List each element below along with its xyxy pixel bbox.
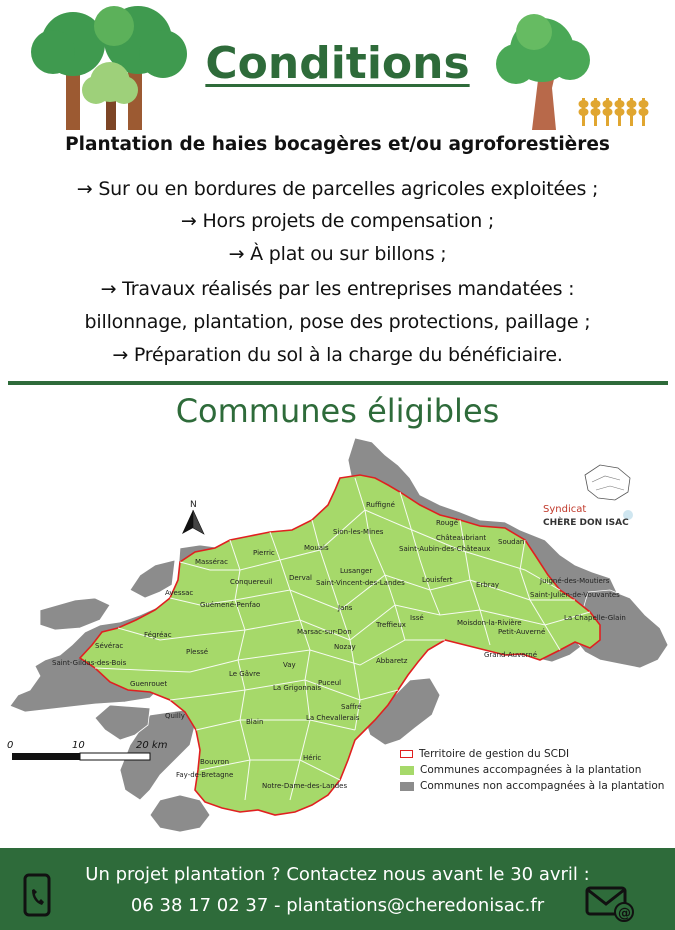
commune-label: Erbray [476,581,500,589]
commune-label: La Chevallerais [306,714,360,722]
commune-label: Moisdon-la-Rivière [457,619,522,627]
condition-line: → Hors projets de compensation ; [180,210,495,232]
commune-label: Grand-Auverné [484,651,538,659]
svg-text:Syndicat: Syndicat [543,504,587,515]
svg-text:N: N [190,500,197,510]
commune-label: Quilly [165,712,185,720]
svg-text:CHÈRE DON ISAC: CHÈRE DON ISAC [543,518,629,528]
commune-label: Guenrouet [130,680,168,688]
commune-label: Louisfert [422,576,453,584]
condition-line: billonnage, plantation, pose des protections, paillage ; [84,311,591,333]
commune-label: Guémené-Penfao [200,601,261,609]
commune-label: Puceul [318,679,342,687]
commune-label: Petit-Auverné [498,628,546,636]
svg-text:20 km: 20 km [136,740,168,751]
commune-label: Saint-Julien-de-Vouvantes [530,591,620,599]
commune-label: Avessac [165,589,194,597]
contact-footer [0,848,675,930]
commune-label: Sévérac [95,642,124,650]
commune-label: Saint-Gildas-des-Bois [52,659,127,667]
commune-label: Sion-les-Mines [333,528,384,536]
commune-label: Le Gâvre [229,670,261,678]
commune-label: Conquereuil [230,578,273,586]
commune-label: Bouvron [200,758,230,766]
section-title: Communes éligibles [175,392,500,430]
commune-label: La Chapelle-Glain [564,614,626,622]
commune-label: Notre-Dame-des-Landes [262,782,348,790]
commune-label: Rougé [436,519,459,527]
condition-line: → Travaux réalisés par les entreprises mandatées : [100,278,575,300]
commune-label: Ruffigné [366,501,395,509]
legend-swatch [400,750,413,758]
contact-line: 06 38 17 02 37 - plantations@cheredonisac.fr [130,895,545,916]
commune-label: Plessé [186,648,209,656]
commune-label: Saint-Vincent-des-Landes [316,579,405,587]
legend-swatch [400,782,414,791]
commune-label: Vay [283,661,296,669]
mail-icon [584,884,638,924]
commune-label: Nozay [334,643,356,651]
svg-text:@: @ [618,906,631,921]
commune-label: Jans [338,604,353,612]
legend-label: Territoire de gestion du SCDI [419,748,570,760]
svg-text:0: 0 [7,740,14,751]
map-legend [400,748,664,792]
commune-label: Châteaubriant [436,534,487,542]
legend-label: Communes accompagnées à la plantation [420,764,642,776]
legend-item [400,780,664,792]
commune-label: Fégréac [144,631,172,639]
commune-label: Juigné-des-Moutiers [540,577,610,585]
commune-label: Héric [303,754,322,762]
commune-label: La Grigonnais [273,684,322,692]
legend-label: Communes non accompagnées à la plantation [420,780,665,792]
commune-label: Abbaretz [376,657,408,665]
condition-line: → Préparation du sol à la charge du bénéficiaire. [112,344,563,366]
legend-item [400,748,664,760]
north-arrow-icon [182,500,204,534]
commune-label: Soudan [498,538,525,546]
legend-item [400,764,664,776]
legend-swatch [400,766,414,775]
commune-label: Pierric [253,549,275,557]
commune-label: Treffieux [376,621,406,629]
page-title: Conditions [205,38,470,89]
commune-label: Fay-de-Bretagne [176,771,234,779]
contact-line: Un projet plantation ? Contactez nous avant le 30 avril : [85,864,590,885]
condition-line: → Sur ou en bordures de parcelles agricoles exploitées ; [76,178,599,200]
commune-label: Saffré [341,703,362,711]
commune-label: Issé [410,614,424,622]
commune-label: Massérac [195,558,228,566]
commune-label: Marsac-sur-Don [297,628,352,636]
svg-text:10: 10 [72,740,85,751]
commune-label: Lusanger [340,567,373,575]
condition-line: → À plat ou sur billons ; [228,243,447,265]
commune-label: Derval [289,574,312,582]
scale-bar [7,740,168,760]
subtitle: Plantation de haies bocagères et/ou agroforestières [65,134,610,155]
commune-label: Saint-Aubin-des-Châteaux [399,545,491,553]
commune-label: Blain [246,718,264,726]
divider [8,381,668,385]
syndicat-logo [543,465,633,528]
commune-label: Mouais [304,544,329,552]
